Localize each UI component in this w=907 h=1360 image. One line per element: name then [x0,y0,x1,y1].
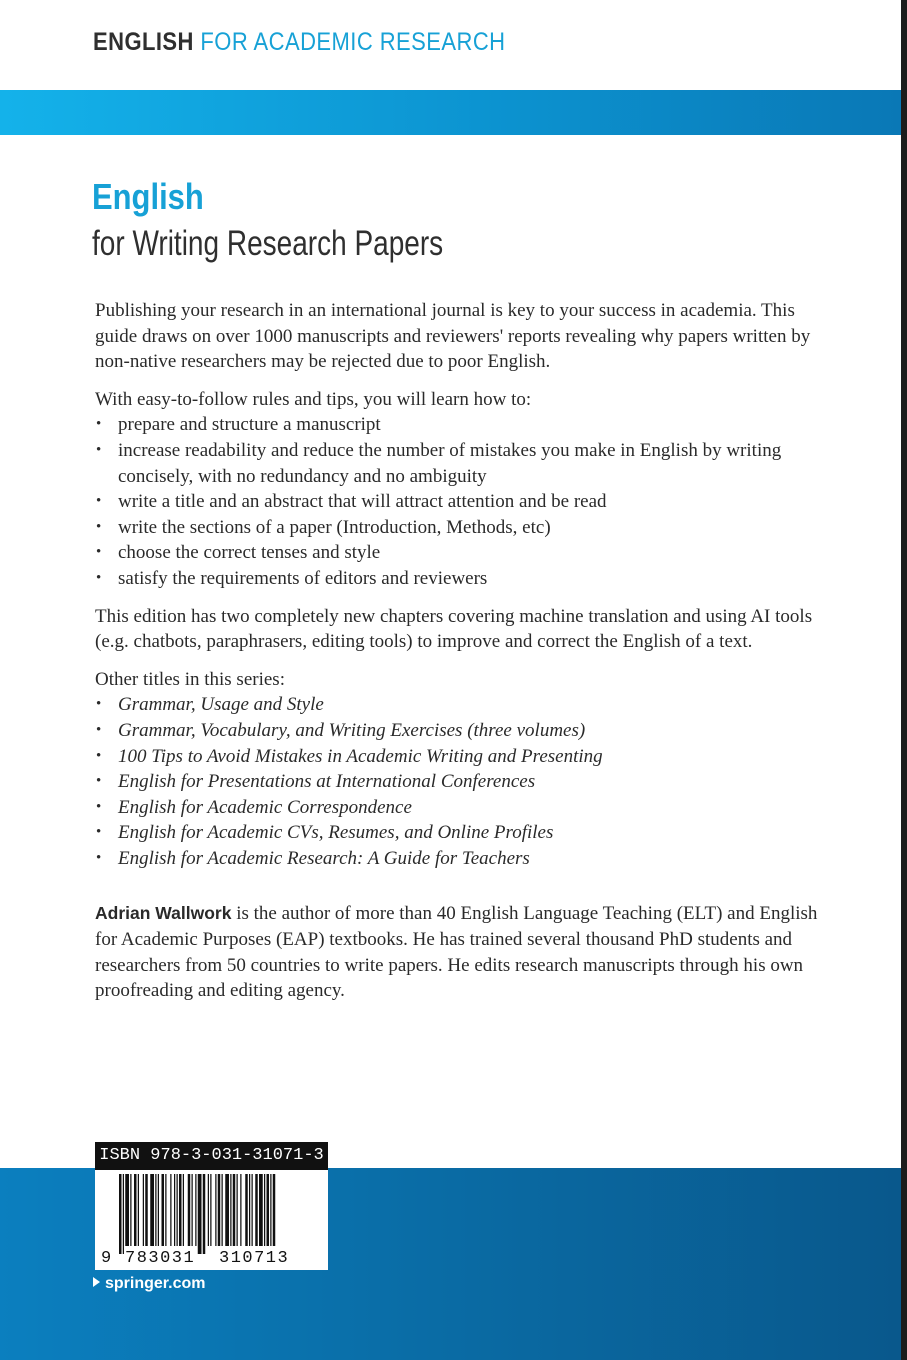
barcode-bar [145,1174,148,1246]
barcode-bar [267,1174,270,1246]
publisher-url: springer.com [105,1275,206,1292]
barcode-bar [125,1174,129,1246]
learn-item-text: choose the correct tenses and style [118,542,381,564]
barcode-bar [264,1174,265,1246]
other-title-item [95,846,820,872]
learn-item [95,540,820,566]
barcode-bar [203,1174,206,1254]
barcode-bar [222,1174,223,1246]
barcode-bar [130,1174,131,1246]
barcode-bar [225,1174,229,1246]
learn-item [95,566,820,592]
barcode-bar [249,1174,250,1246]
arrow-right-icon [93,1277,100,1287]
learn-item-text: prepare and structure a manuscript [118,414,381,436]
barcode-bar [233,1174,236,1246]
series-name [93,28,506,57]
isbn-label: ISBN 978-3-031-31071-3 [95,1142,328,1170]
barcode-bar [162,1174,165,1246]
barcode-bar [188,1174,191,1246]
author-bio [95,901,820,1003]
learn-list [95,412,820,591]
barcode-bar [138,1174,139,1246]
barcode-bar [208,1174,209,1246]
other-title-item [95,795,820,821]
barcode-digit-lead: 9 [101,1249,112,1268]
book-title-sub: for Writing Research Papers [92,224,444,263]
learn-item [95,438,820,489]
other-title-item [95,820,820,846]
learn-item-text: write a title and an abstract that will attract attention and be read [118,491,607,513]
learn-item [95,515,820,541]
barcode-bar [150,1174,154,1246]
barcode-bar [179,1174,182,1246]
top-color-band [0,90,901,135]
barcode-image [95,1170,328,1270]
barcode-bar [198,1174,202,1254]
series-name-part1: ENGLISH [93,28,194,56]
barcode-bar [165,1174,166,1246]
learn-intro: With easy-to-follow rules and tips, you will learn how to: [95,388,532,410]
barcode-bar [119,1174,122,1254]
barcode-box [95,1142,328,1270]
barcode-bar [270,1174,271,1246]
barcode-bar [174,1174,175,1246]
barcode-bar [155,1174,156,1246]
barcode-bar [273,1174,276,1246]
page-edge [901,0,907,1360]
other-title-text: English for Academic Correspondence [118,796,412,818]
publisher-link[interactable] [93,1275,205,1293]
barcode-bar [259,1174,263,1246]
barcode-digits-right: 310713 [219,1249,290,1268]
author-name: Adrian Wallwork [95,903,232,924]
barcode-bar [158,1174,159,1246]
barcode-bar [230,1174,231,1246]
barcode-bar [237,1174,238,1246]
barcode-bar [218,1174,221,1246]
barcode-bar [192,1174,193,1246]
barcode-bar [215,1174,216,1246]
other-title-text: Grammar, Usage and Style [118,694,324,716]
learn-item-text: increase readability and reduce the number of mistakes you make in English by writing concisely, with no redundancy and no ambiguity [118,439,782,487]
other-titles-intro: Other titles in this series: [95,668,285,690]
edition-note: This edition has two completely new chapters covering machine translation and using AI tools (e.g. chatbots, paraphrasers, editing tools) to improve and correct the English of a text. [95,605,813,653]
other-title-text: 100 Tips to Avoid Mistakes in Academic Writing and Presenting [118,745,603,767]
other-title-item [95,692,820,718]
barcode-bar [177,1174,178,1246]
learn-item-text: write the sections of a paper (Introduction, Methods, etc) [118,516,551,538]
other-title-text: Grammar, Vocabulary, and Writing Exercises (three volumes) [118,719,586,741]
barcode-bar [134,1174,137,1246]
barcode-bars [119,1174,275,1254]
barcode-bar [255,1174,258,1246]
other-title-item [95,744,820,770]
barcode-bar [240,1174,241,1246]
learn-item [95,412,820,438]
barcode-bar [252,1174,253,1246]
barcode-bar [123,1174,124,1254]
barcode-digits-left: 783031 [125,1249,196,1268]
other-title-item [95,718,820,744]
other-title-text: English for Academic CVs, Resumes, and Online Profiles [118,822,554,844]
barcode-bar [210,1174,211,1246]
author-bio-text: is the author of more than 40 English Language Teaching (ELT) and English for Academic Purposes (EAP) textbooks. He has trained several thousand PhD students and researchers from 50 countries to write papers. He edits research manuscripts through his own proofreading and editing agency. [95,903,818,1002]
other-title-text: English for Academic Research: A Guide for Teachers [118,847,530,869]
series-name-part2: FOR ACADEMIC RESEARCH [200,28,506,56]
barcode-bar [143,1174,144,1246]
other-titles-list [95,692,820,871]
barcode-bar [170,1174,171,1246]
book-title-main: English [92,176,204,217]
barcode-bar [245,1174,248,1246]
learn-item [95,489,820,515]
intro-paragraph: Publishing your research in an international journal is key to your success in academia. This guide draws on over 1000 manuscripts and reviewers' reports revealing why papers written by non-native researchers may be rejected due to poor English. [95,300,811,373]
barcode-bar [195,1174,196,1246]
other-title-text: English for Presentations at International Conferences [118,771,536,793]
barcode-bar [183,1174,184,1246]
learn-item-text: satisfy the requirements of editors and reviewers [118,567,488,589]
blurb [95,298,820,1004]
other-title-item [95,769,820,795]
